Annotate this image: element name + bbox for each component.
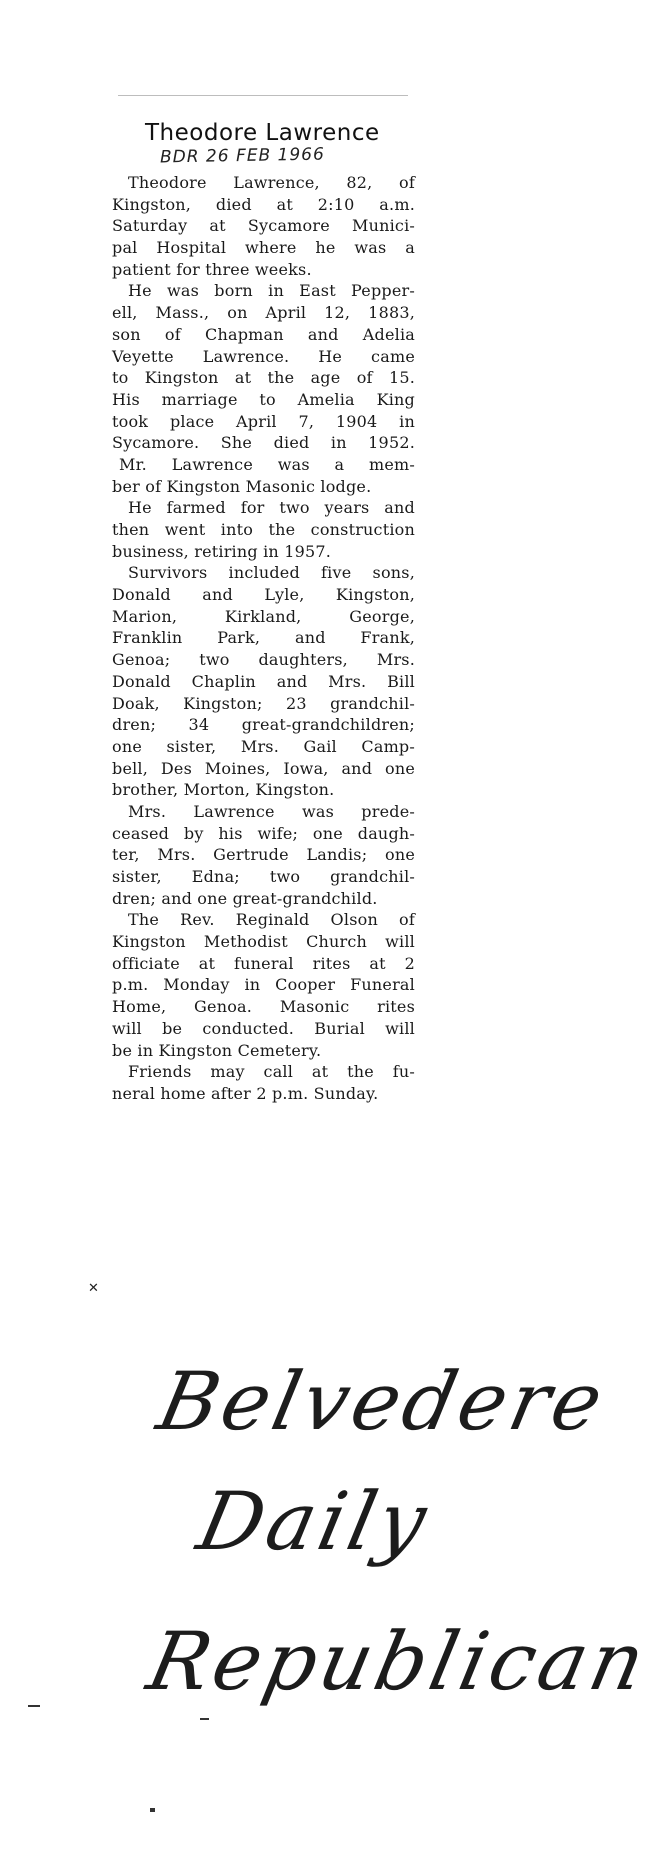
obituary-line: one sister, Mrs. Gail Camp- [112,736,415,756]
obituary-line: Sycamore. She died in 1952. [112,433,415,453]
obituary-line: dren; 34 great-grandchildren; [112,715,415,735]
handwritten-paper-name-line2: Daily [190,1475,439,1568]
obituary-body [112,172,415,1105]
stray-mark [200,1718,209,1720]
obituary-line: Friends may call at the fu- [128,1062,415,1082]
obituary-line: Saturday at Sycamore Munici- [112,216,415,236]
stray-mark [150,1808,155,1812]
obituary-line: Mr. Lawrence was a mem- [119,454,415,474]
obituary-line: He was born in East Pepper- [128,281,415,301]
obituary-line: He farmed for two years and [128,498,415,518]
handwritten-paper-name-line3: Republican [140,1615,657,1708]
stray-mark [28,1705,40,1707]
obituary-line: ter, Mrs. Gertrude Landis; one [112,845,415,865]
obituary-line: neral home after 2 p.m. Sunday. [112,1083,379,1103]
obituary-line: be in Kingston Cemetery. [112,1040,322,1060]
obituary-line: Theodore Lawrence, 82, of [128,173,415,192]
obituary-line: took place April 7, 1904 in [112,411,415,431]
obituary-line: Genoa; two daughters, Mrs. [112,650,415,670]
obituary-line: Survivors included five sons, [128,563,415,583]
obituary-line: The Rev. Reginald Olson of [128,910,415,930]
obituary-line: business, retiring in 1957. [112,541,332,561]
obituary-line: Marion, Kirkland, George, [112,606,415,626]
obituary-line: Kingston Methodist Church will [112,932,415,952]
handwritten-paper-name-line1: Belvedere [150,1355,615,1448]
obituary-line: patient for three weeks. [112,259,312,279]
obituary-line: will be conducted. Burial will [112,1018,415,1038]
obituary-line: Franklin Park, and Frank, [112,628,415,648]
obituary-line: Doak, Kingston; 23 grandchil- [112,693,415,713]
obituary-line: officiate at funeral rites at 2 [112,953,415,973]
obituary-line: ell, Mass., on April 12, 1883, [112,303,415,323]
obituary-line: ber of Kingston Masonic lodge. [112,476,372,496]
obituary-line: then went into the construction [112,520,415,539]
obituary-line: Kingston, died at 2:10 a.m. [112,194,415,214]
obituary-line: His marriage to Amelia King [112,389,415,409]
obituary-line: ceased by his wife; one daugh- [112,823,415,843]
obituary-line: Mrs. Lawrence was prede- [128,801,415,821]
handwritten-date-stamp: BDR 26 FEB 1966 [159,144,326,168]
obituary-line: sister, Edna; two grandchil- [112,867,415,886]
obituary-line: to Kingston at the age of 15. [112,368,415,388]
obituary-line: pal Hospital where he was a [112,238,415,258]
obituary-line: bell, Des Moines, Iowa, and one [112,758,415,778]
obituary-line: brother, Morton, Kingston. [112,780,335,800]
ink-mark-icon: ✕ [88,1281,99,1296]
obituary-headline: Theodore Lawrence [145,120,380,146]
obituary-line: Home, Genoa. Masonic rites [112,997,415,1017]
obituary-line: dren; and one great-grandchild. [112,888,378,908]
obituary-line: p.m. Monday in Cooper Funeral [112,975,415,995]
obituary-line: Donald and Lyle, Kingston, [112,585,415,605]
obituary-line: son of Chapman and Adelia [112,324,415,344]
obituary-line: Donald Chaplin and Mrs. Bill [112,671,415,691]
obituary-line: Veyette Lawrence. He came [112,346,415,366]
